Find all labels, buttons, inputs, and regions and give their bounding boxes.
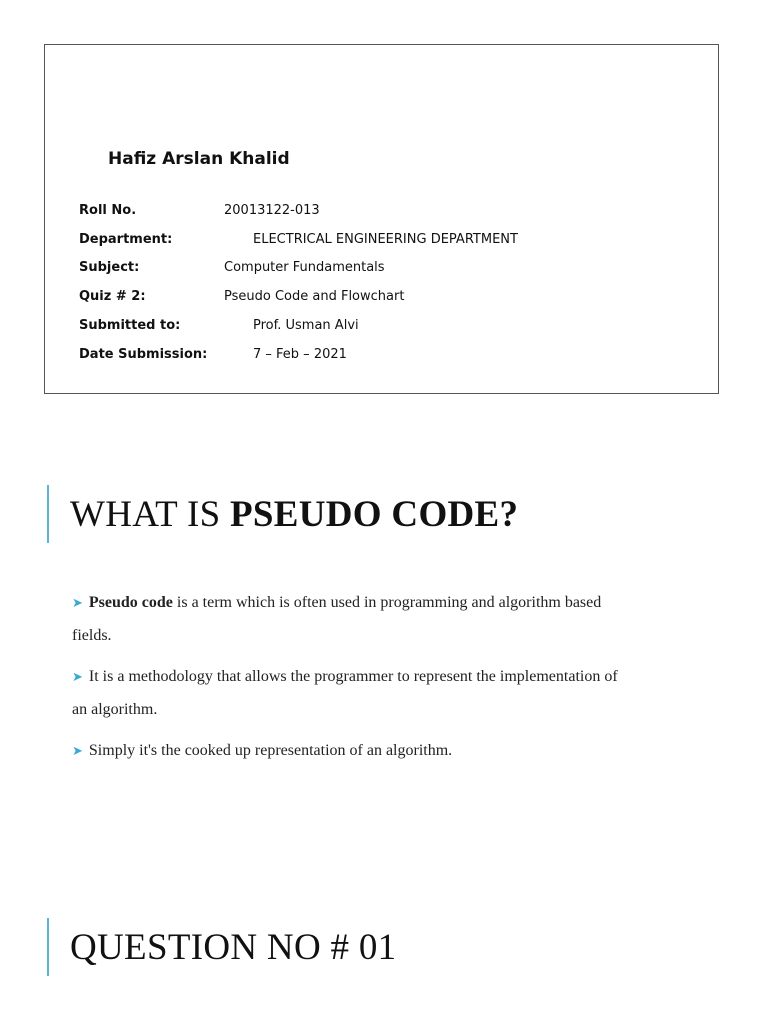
info-label: Department: [79, 232, 173, 247]
info-row-department [79, 232, 699, 250]
heading-prefix: WHAT IS [70, 494, 230, 535]
info-row-quiz [79, 289, 699, 307]
bullet-text-continued: fields. [72, 627, 112, 644]
bullet-item [72, 660, 692, 726]
bullet-item [72, 586, 692, 652]
student-name: Hafiz Arslan Khalid [108, 149, 290, 169]
info-value: ELECTRICAL ENGINEERING DEPARTMENT [253, 232, 518, 247]
info-row-roll-no [79, 203, 699, 221]
info-value: Computer Fundamentals [224, 260, 385, 275]
bullet-text-continued: an algorithm. [72, 701, 158, 718]
info-row-submitted-to [79, 318, 699, 336]
info-row-date-submission [79, 347, 699, 365]
info-row-subject [79, 260, 699, 278]
info-label: Submitted to: [79, 318, 181, 333]
info-value: 7 – Feb – 2021 [253, 347, 347, 362]
section-accent-bar [47, 918, 49, 976]
section-accent-bar [47, 485, 49, 543]
arrow-right-icon: ➤ [72, 595, 83, 610]
section-heading-question: QUESTION NO # 01 [70, 927, 397, 968]
info-value: Prof. Usman Alvi [253, 318, 359, 333]
bullet-text: is a term which is often used in programming and algorithm based [172, 594, 602, 611]
arrow-right-icon: ➤ [72, 743, 83, 758]
info-value: 20013122-013 [224, 203, 320, 218]
section-heading-pseudo-code [70, 493, 518, 536]
bullet-bold-term: Pseudo code [88, 594, 173, 611]
bullet-text: It is a methodology that allows the programmer to represent the implementation of [88, 668, 618, 685]
info-label: Roll No. [79, 203, 137, 218]
info-label: Quiz # 2: [79, 289, 146, 304]
bullet-text: Simply it's the cooked up representation of an algorithm. [88, 742, 453, 759]
info-label: Subject: [79, 260, 140, 275]
info-value: Pseudo Code and Flowchart [224, 289, 405, 304]
bullet-item [72, 734, 692, 767]
info-label: Date Submission: [79, 347, 208, 362]
heading-bold: PSEUDO CODE? [230, 494, 519, 535]
cover-info-box [44, 44, 719, 394]
arrow-right-icon: ➤ [72, 669, 83, 684]
